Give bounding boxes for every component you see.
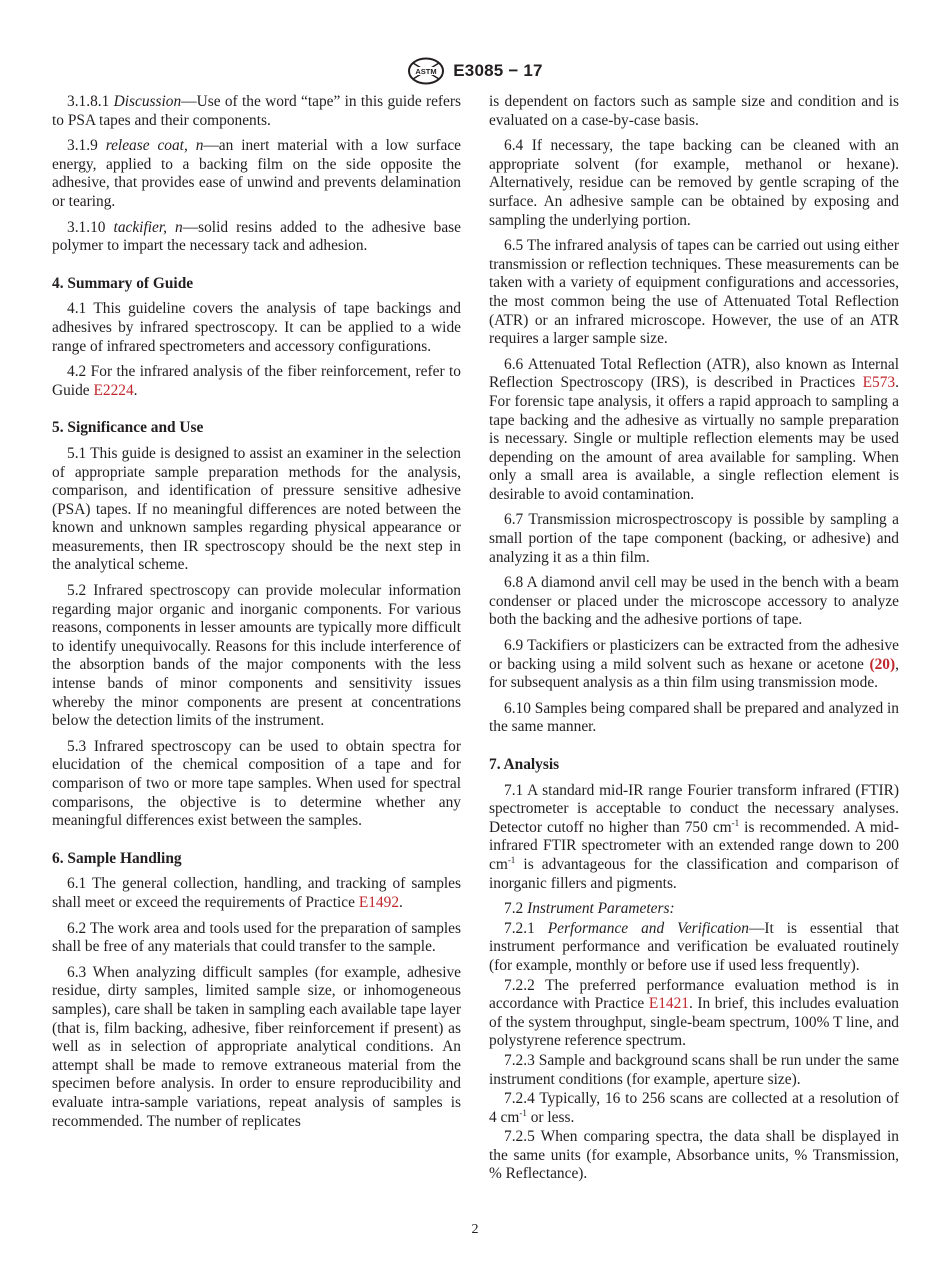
section-3-1-9: 3.1.9 release coat, n—an inert material with a low surface energy, applied to a backing film on the side opposite the adhesive, that provides ease of unwind and prevents delamination or tearing.: [52, 137, 461, 210]
right-column: [489, 93, 899, 1185]
section-6-1: 6.1 The general collection, handling, and tracking of samples shall meet or exceed the requirements of Practice E1492.: [52, 875, 461, 911]
section-7-2: 7.2 Instrument Parameters:: [504, 900, 675, 918]
section-4-1: 4.1 This guideline covers the analysis of tape backings and adhesives by infrared spectroscopy. It can be applied to a wide range of infrared spectrometers and accessory configurations.: [52, 300, 461, 355]
section-6-9: 6.9 Tackifiers or plasticizers can be extracted from the adhesive or backing using a mild solvent such as hexane or acetone (20), for subsequent analysis as a thin film using transmission mode.: [489, 637, 899, 692]
link-e1421[interactable]: E1421: [648, 995, 689, 1013]
section-3-1-8-1: 3.1.8.1 Discussion—Use of the word “tape” in this guide refers to PSA tapes and their components.: [52, 93, 461, 129]
standard-designation: E3085 − 17: [453, 61, 543, 80]
section-6-3-continued: is dependent on factors such as sample size and condition and is evaluated on a case-by-case basis.: [489, 93, 899, 129]
heading-analysis: 7. Analysis: [489, 756, 560, 773]
link-e2224[interactable]: E2224: [93, 381, 134, 399]
heading-sample-handling: 6. Sample Handling: [52, 849, 182, 867]
section-3-1-10: 3.1.10 tackifier, n—solid resins added to the adhesive base polymer to impart the necessary tack and adhesion.: [52, 218, 462, 255]
section-6-4: 6.4 If necessary, the tape backing can be cleaned with an appropriate solvent (for example, methanol or hexane). Alternatively, residue can be removed by gentle scraping of the surface. An adhesive sample can be obtained by exposing and sampling the underlying portion.: [489, 137, 899, 229]
page-number: 2: [471, 1222, 479, 1237]
link-e573[interactable]: E573: [862, 374, 896, 392]
section-5-2: 5.2 Infrared spectroscopy can provide molecular information regarding major organic and inorganic components. For various reasons, components in lesser amounts are typically more difficult to identify unequivocally. Reasons for this include interference of the absorption bands of the major components with the less intense bands of minor components and sensitivity issues whereby the minor components are present at concentrations below the detection limits of the instrument.: [52, 582, 461, 730]
section-7-2-2: 7.2.2 The preferred performance evaluation method is in accordance with Practice E1421. In brief, this includes evaluation of the system throughput, single-beam spectrum, 100% T line, and polystyrene reference spectrum.: [489, 976, 900, 1050]
section-4-2: 4.2 For the infrared analysis of the fiber reinforcement, refer to Guide E2224.: [52, 363, 461, 399]
section-6-10: 6.10 Samples being compared shall be prepared and analyzed in the same manner.: [489, 699, 899, 736]
section-5-1: 5.1 This guide is designed to assist an examiner in the selection of appropriate sample preparation methods for the analysis, comparison, and identification of pressure sensitive adhesive (PSA) tapes. If no meaningful differences are noted between the known and unknown samples regarding physical appearance or measurements, then IR spectroscopy should be the next step in the analytical scheme.: [52, 444, 461, 574]
link-e1492[interactable]: E1492: [358, 893, 400, 911]
section-7-2-1: 7.2.1 Performance and Verification—It is essential that instrument performance and verification be evaluated routinely (for example, monthly or before use if used less frequently).: [489, 919, 899, 974]
section-7-2-5: 7.2.5 When comparing spectra, the data shall be displayed in the same units (for example, Absorbance units, % Transmission, % Reflectance).: [489, 1128, 899, 1183]
section-6-8: 6.8 A diamond anvil cell may be used in the bench with a beam condenser or placed under the microscope accessory to analyze both the backing and the adhesive portions of tape.: [489, 574, 899, 629]
astm-logo-icon: [407, 57, 445, 85]
section-7-1: 7.1 A standard mid-IR range Fourier transform infrared (FTIR) spectrometer is acceptable to conduct the necessary analyses. Detector cutoff no higher than 750 $cm^{-1}$ is recommended. A mid-infrared FTIR spectrometer with an extended range down to 200 $cm^{-1}$ is advantageous for the classification and comparison of inorganic fillers and pigments.: [489, 781, 899, 892]
section-6-3: 6.3 When analyzing difficult samples (for example, adhesive residue, dirty samples, limited sample size, or inhomogeneous samples), care shall be taken in sampling each available tape layer (that is, film backing, adhesive, fiber reinforcement if present) as well as in selection of appropriate analytical conditions. An attempt shall be made to remove extraneous material from the specimen before analysis. In order to ensure reproducibility and evaluate intra-sample variations, repeat analysis of samples is recommended. The number of replicates: [52, 963, 461, 1130]
section-7-2-4: 7.2.4 Typically, 16 to 256 scans are collected at a resolution of 4 $cm^{-1}$ or less.: [489, 1090, 899, 1126]
section-6-7: 6.7 Transmission microspectroscopy is possible by sampling a small portion of the tape component (backing, or adhesive) and analyzing it as a thin film.: [489, 511, 899, 566]
page-header: [0, 56, 950, 86]
left-column: [52, 93, 461, 1138]
section-6-6: 6.6 Attenuated Total Reflection (ATR), also known as Internal Reflection Spectroscopy (IRS), is described in Practices E573. For forensic tape analysis, it offers a rapid approach to sampling a tape backing and the adhesive as virtually no sample preparation is necessary. Single or multiple reflection elements may be used depending on the amount of area available for sampling. When only a small area is available, a single reflection element is desirable to avoid contamination.: [489, 355, 899, 503]
heading-summary-of-guide: 4. Summary of Guide: [52, 274, 194, 292]
section-7-2-3: 7.2.3 Sample and background scans shall be run under the same instrument conditions (for example, aperture size).: [489, 1051, 899, 1088]
reference-20-link[interactable]: (20): [869, 655, 896, 673]
heading-significance-and-use: 5. Significance and Use: [52, 419, 204, 437]
section-5-3: 5.3 Infrared spectroscopy can be used to obtain spectra for elucidation of the chemical composition of a tape and for comparison of two or more tape samples. When used for spectral comparisons, the objective is to determine whether any meaningful differences exist between the samples.: [52, 737, 461, 830]
logo-text: ASTM: [415, 67, 437, 76]
section-6-2: 6.2 The work area and tools used for the preparation of samples shall be free of any materials that could transfer to the sample.: [52, 919, 461, 956]
section-6-5: 6.5 The infrared analysis of tapes can be carried out using either transmission or reflection techniques. These measurements can be taken with a variety of equipment configurations and accessories, the most common being the use of Attenuated Total Reflection (ATR) or an infrared microscope. However, the use of an ATR requires a larger sample size.: [489, 237, 899, 348]
